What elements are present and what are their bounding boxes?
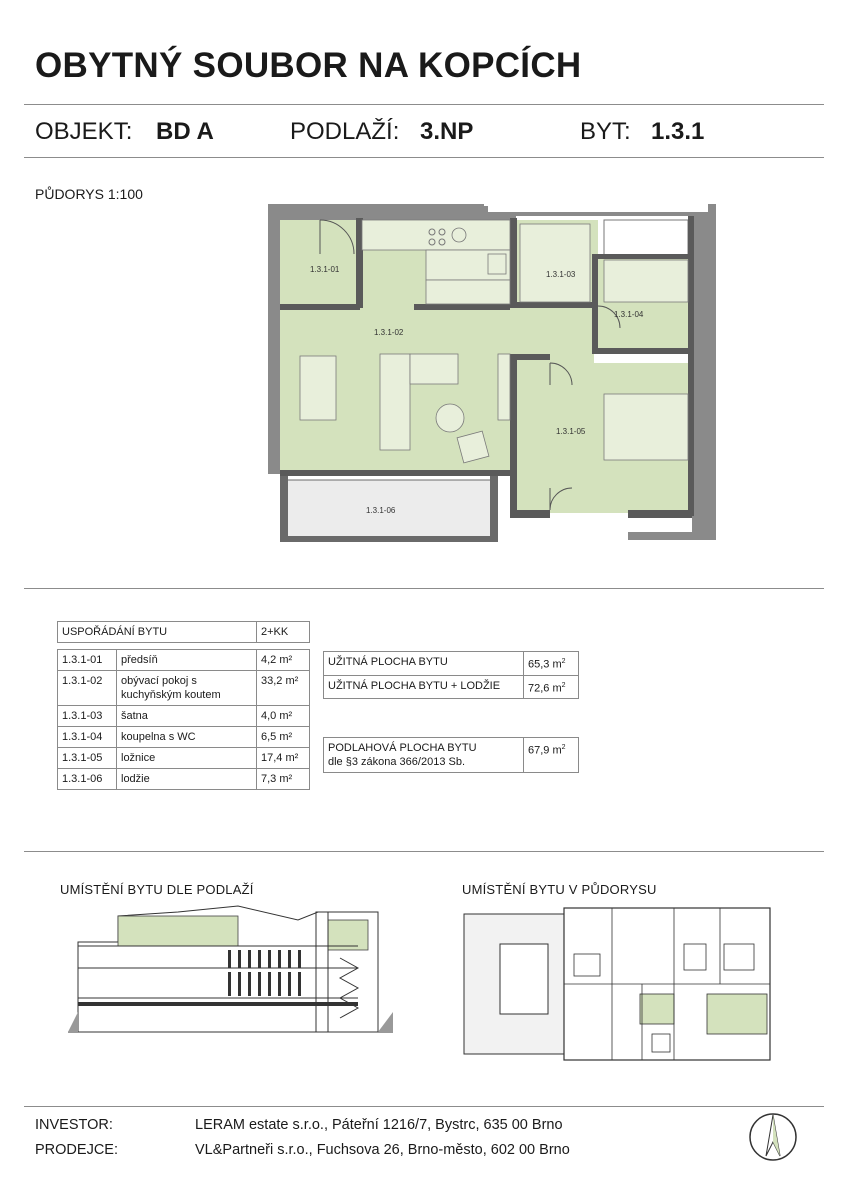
page-title: OBYTNÝ SOUBOR NA KOPCÍCH [35, 46, 582, 85]
room-code: 1.3.1-04 [58, 727, 117, 748]
building-section [58, 902, 403, 1042]
divider [24, 104, 824, 105]
table-row [324, 738, 579, 773]
coffee-table [436, 404, 464, 432]
room-label: 1.3.1-02 [374, 328, 404, 337]
section-plan-title: UMÍSTĚNÍ BYTU V PŮDORYSU [462, 882, 657, 897]
room-fill [280, 220, 356, 308]
room-area: 17,4 m² [257, 748, 310, 769]
room-area: 33,2 m² [257, 671, 310, 706]
section-elevation-title: UMÍSTĚNÍ BYTU DLE PODLAŽÍ [60, 882, 254, 897]
unit-sup: 2 [561, 744, 566, 752]
floor-plan [264, 198, 724, 548]
table-row [58, 727, 310, 748]
investor-value: LERAM estate s.r.o., Páteřní 1216/7, Bystrc, 635 00 Brno [195, 1117, 563, 1133]
investor-label: INVESTOR: [35, 1117, 113, 1133]
room-name: šatna [117, 706, 257, 727]
wc-area [604, 220, 688, 256]
room-name: předsíň [117, 650, 257, 671]
area-value: 65,3 m [528, 658, 562, 671]
objekt-label: OBJEKT: [35, 118, 133, 145]
table-row [58, 671, 310, 706]
wall [280, 536, 498, 542]
byt-value: 1.3.1 [651, 118, 705, 145]
room-code: 1.3.1-06 [58, 769, 117, 790]
table-row [324, 675, 579, 699]
table-row [324, 652, 579, 676]
room-code: 1.3.1-01 [58, 650, 117, 671]
seller-value: VL&Partneři s.r.o., Fuchsova 26, Brno-město, 602 00 Brno [195, 1142, 570, 1158]
room-name: obývací pokoj s kuchyňským koutem [117, 671, 257, 706]
unit-sup: 2 [561, 658, 566, 665]
podlazi-value: 3.NP [420, 118, 474, 145]
highlight-floor [118, 916, 238, 946]
area-label: UŽITNÁ PLOCHA BYTU [324, 652, 524, 676]
room-label: 1.3.1-04 [614, 310, 644, 319]
table-row [58, 650, 310, 671]
building-plan [462, 904, 772, 1064]
highlight-apartment [707, 994, 767, 1034]
rooms-table [57, 621, 310, 790]
divider [24, 588, 824, 589]
wall [280, 474, 288, 540]
room-area: 7,3 m² [257, 769, 310, 790]
room-label: 1.3.1-06 [366, 506, 396, 515]
area-label: UŽITNÁ PLOCHA BYTU + LODŽIE [324, 675, 524, 699]
room-label: 1.3.1-05 [556, 427, 586, 436]
floor-area-note: dle §3 zákona 366/2013 Sb. [328, 756, 466, 769]
layout-label: USPOŘÁDÁNÍ BYTU [58, 622, 257, 643]
table-row [58, 706, 310, 727]
wall [490, 474, 498, 540]
table-row [58, 769, 310, 790]
floor-area-value: 67,9 m [528, 744, 562, 757]
north-arrow-icon [748, 1112, 798, 1162]
room-name: ložnice [117, 748, 257, 769]
room-code: 1.3.1-02 [58, 671, 117, 706]
room-name: lodžie [117, 769, 257, 790]
room-label: 1.3.1-03 [546, 270, 576, 279]
podlazi-label: PODLAŽÍ: [290, 118, 400, 145]
seller-label: PRODEJCE: [35, 1142, 118, 1158]
byt-label: BYT: [580, 118, 631, 145]
plan-label: PŮDORYS 1:100 [35, 186, 143, 202]
floor-area-label: PODLAHOVÁ PLOCHA BYTU [328, 742, 477, 755]
divider [24, 851, 824, 852]
room-label: 1.3.1-01 [310, 265, 340, 274]
objekt-value: BD A [156, 118, 214, 145]
room-code: 1.3.1-03 [58, 706, 117, 727]
divider [24, 1106, 824, 1107]
room-name: koupelna s WC [117, 727, 257, 748]
area-value: 72,6 m [528, 682, 562, 695]
room-area: 4,0 m² [257, 706, 310, 727]
room-code: 1.3.1-05 [58, 748, 117, 769]
unit-sup: 2 [561, 681, 566, 689]
areas-table [323, 651, 579, 773]
table-row [58, 622, 310, 643]
room-area: 4,2 m² [257, 650, 310, 671]
room-area: 6,5 m² [257, 727, 310, 748]
layout-value: 2+KK [257, 622, 310, 643]
table-row [58, 748, 310, 769]
divider [24, 157, 824, 158]
